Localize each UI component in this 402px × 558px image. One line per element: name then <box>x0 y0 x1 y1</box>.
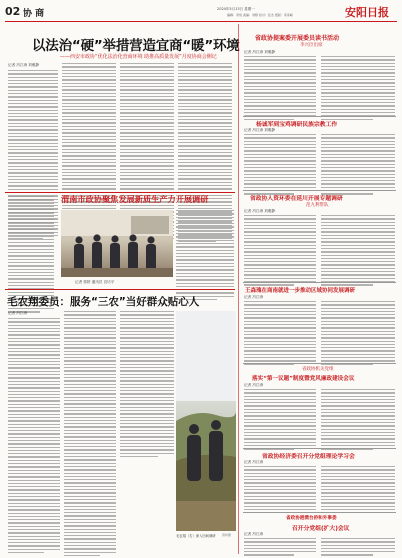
feature-body-col-2 <box>64 311 116 556</box>
article-3-body-a <box>244 215 316 286</box>
field-photo-figures <box>176 311 236 531</box>
rule-a4 <box>243 363 396 364</box>
feature-body-col-3 <box>120 311 174 457</box>
article-7-byline: 记者 冯江涛 <box>244 532 264 536</box>
editors-line: 编辑：李悦 美编：刘婷 校对：张杰 组版：李彦峰 <box>227 13 293 17</box>
article-3-body-b <box>321 215 395 286</box>
feature-photo-caption: 毛农翔（右）深入田间调研 <box>176 534 216 538</box>
feature-headline: 毛农翔委员：服务“三农”当好群众贴心人 <box>7 296 200 308</box>
article-5-byline: 记者 冯江涛 <box>244 383 264 387</box>
article-4-title: 王森瑰在商南就进一步推动区域协同发展调研 <box>245 288 356 294</box>
masthead-rule <box>5 21 397 22</box>
middle-photo <box>61 210 173 277</box>
lead-byline: 记者 冯江涛 刘雅静 <box>8 63 40 67</box>
lead-subheadline: ——西安市政协“优化法治化营商环境 助推高质量发展”月度协商会侧记 <box>60 54 217 60</box>
feature-photo-credit: 资料图 <box>222 533 232 537</box>
feature-rule <box>5 289 235 290</box>
article-1-byline: 记者 冯江涛 刘雅静 <box>244 50 276 54</box>
article-1-body-b <box>321 56 395 120</box>
article-3-subtitle: 范九利带队 <box>306 203 329 208</box>
middle-byline: 记者 郭婷 通讯员 宫坊平 <box>75 280 115 284</box>
article-4-body-a <box>244 301 316 365</box>
article-2-title: 杨诚军到宝鸡调研民族宗教工作 <box>256 122 338 128</box>
article-6-byline: 记者 冯江涛 <box>244 460 264 464</box>
article-7-kicker: 省政协港澳台侨和外事委 <box>286 516 337 521</box>
middle-headline: 渭南市政协聚焦发展新质生产力开展调研 <box>61 194 209 204</box>
middle-body-col-2 <box>176 210 234 300</box>
page-number: 02 <box>5 5 21 18</box>
article-4-body-b <box>321 301 395 365</box>
issue-date: 2024年5月13日 星期一 <box>217 7 255 11</box>
article-7-title: 召开分党组(扩大)会议 <box>292 526 350 532</box>
lead-headline: 以法治“硬”举措营造宜商“暖”环境 <box>32 38 240 54</box>
article-7-body-a <box>244 538 316 556</box>
article-5-body-b <box>321 389 395 450</box>
group-photo-figures <box>61 210 173 277</box>
article-1-subtitle: 李兴臣出席 <box>300 43 323 48</box>
column-divider <box>238 24 239 554</box>
article-2-body-b <box>321 134 395 195</box>
article-6-body-b <box>321 466 395 513</box>
rule-a1 <box>243 116 396 117</box>
masthead <box>5 5 397 21</box>
paper-name: 安阳日报 <box>345 6 389 19</box>
article-3-title: 省政协人资环委在延川开展专题调研 <box>250 196 343 202</box>
article-2-byline: 记者 冯江涛 刘雅静 <box>244 128 276 132</box>
article-2-body-a <box>244 134 316 195</box>
section-name: 协 商 <box>23 9 45 19</box>
article-7-body-b <box>321 538 395 556</box>
rule-a5 <box>243 448 396 449</box>
article-1-title: 省政协提案委开展委员读书活动 <box>255 35 340 42</box>
article-1-body-a <box>244 56 316 120</box>
rule-a3 <box>243 282 396 283</box>
article-5-body-a <box>244 389 316 450</box>
rule-a2 <box>243 190 396 191</box>
middle-rule <box>5 192 235 193</box>
feature-photo <box>176 311 236 531</box>
article-3-byline: 记者 冯江涛 刘雅静 <box>244 209 276 213</box>
article-4-byline: 记者 冯江涛 <box>244 295 264 299</box>
article-6-body-a <box>244 466 316 513</box>
feature-body-col-1 <box>8 318 60 553</box>
article-6-title: 省政协经济委召开分党组理论学习会 <box>262 454 355 460</box>
rule-a6 <box>243 512 396 513</box>
article-5-title: 落实“第一议题”制度暨党风廉政建设会议 <box>252 376 355 382</box>
article-5-kicker: 省政协机关党组 <box>302 367 334 372</box>
feature-byline: 记者 冯江涛 <box>8 311 28 315</box>
